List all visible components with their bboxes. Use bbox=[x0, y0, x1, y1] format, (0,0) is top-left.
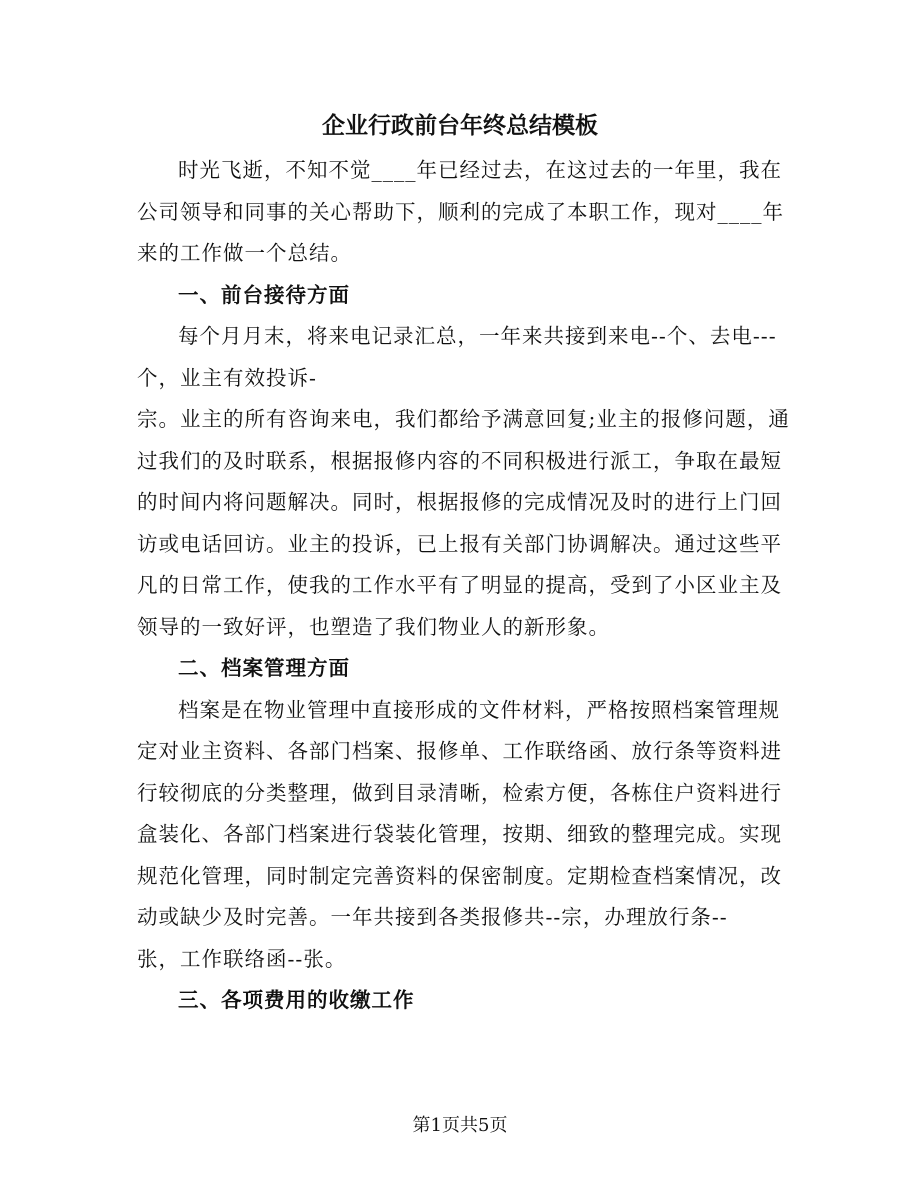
paragraph-line: 行较彻底的分类整理，做到目录清晰，检索方便，各栋住户资料进行 bbox=[137, 780, 782, 805]
paragraph-line: 动或缺少及时完善。一年共接到各类报修共--宗，办理放行条-- bbox=[137, 905, 728, 929]
paragraph-line: 宗。业主的所有咨询来电，我们都给予满意回复;业主的报修问题，通 bbox=[137, 407, 790, 431]
paragraph-line: 盒装化、各部门档案进行袋装化管理，按期、细致的整理完成。实现 bbox=[137, 822, 782, 846]
section-heading-archives: 二、档案管理方面 bbox=[178, 656, 350, 680]
paragraph-line: 访或电话回访。业主的投诉，已上报有关部门协调解决。通过这些平 bbox=[137, 531, 782, 556]
intro-paragraph bbox=[137, 150, 782, 275]
paragraph-line: 张，工作联络函--张。 bbox=[137, 946, 347, 971]
paragraph-line: 档案是在物业管理中直接形成的文件材料，严格按照档案管理规 bbox=[178, 697, 780, 722]
intro-line: 来的工作做一个总结。 bbox=[137, 241, 352, 265]
page-number-footer: 第1页共5页 bbox=[412, 1115, 508, 1136]
paragraph-line: 的时间内将问题解决。同时，根据报修的完成情况及时的进行上门回 bbox=[137, 490, 782, 514]
paragraph-line: 凡的日常工作，使我的工作水平有了明显的提高，受到了小区业主及 bbox=[137, 573, 782, 597]
section-heading-fees: 三、各项费用的收缴工作 bbox=[178, 988, 415, 1012]
intro-line: 公司领导和同事的关心帮助下，顺利的完成了本职工作，现对____年 bbox=[137, 199, 784, 224]
reception-paragraph bbox=[137, 316, 790, 648]
paragraph-line: 规范化管理，同时制定完善资料的保密制度。定期检查档案情况，改 bbox=[137, 863, 782, 888]
document-body bbox=[137, 150, 790, 1022]
document-title: 企业行政前台年终总结模板 bbox=[322, 113, 598, 139]
paragraph-line: 领导的一致好评，也塑造了我们物业人的新形象。 bbox=[137, 614, 610, 639]
paragraph-line: 个，业主有效投诉- bbox=[137, 365, 317, 390]
intro-line: 时光飞逝，不知不觉____年已经过去，在这过去的一年里，我在 bbox=[178, 158, 782, 182]
paragraph-line: 每个月月末，将来电记录汇总，一年来共接到来电--个、去电--- bbox=[178, 324, 777, 348]
archives-paragraph bbox=[137, 690, 782, 981]
paragraph-line: 过我们的及时联系，根据报修内容的不同积极进行派工，争取在最短 bbox=[137, 448, 782, 473]
section-heading-reception: 一、前台接待方面 bbox=[178, 282, 350, 307]
paragraph-line: 定对业主资料、各部门档案、报修单、工作联络函、放行条等资料进 bbox=[137, 739, 782, 763]
